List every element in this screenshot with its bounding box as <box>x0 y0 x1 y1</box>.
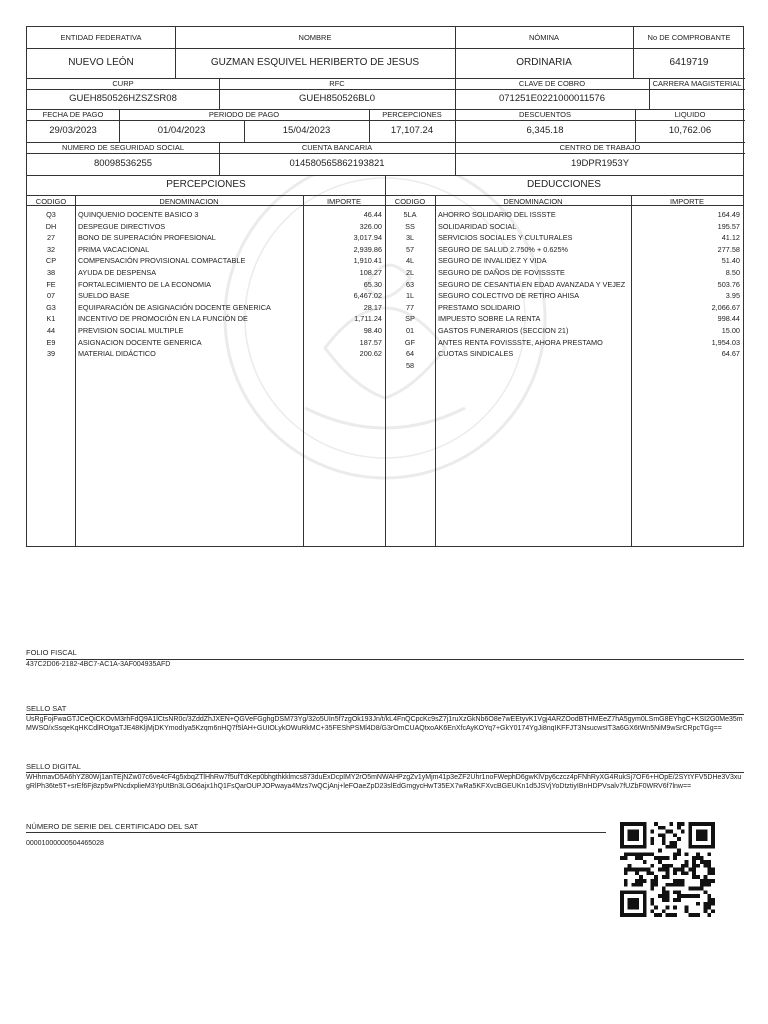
percepciones-value: 17,107.24 <box>369 120 456 142</box>
percepciones-row <box>27 337 385 349</box>
percepciones-row <box>27 302 385 314</box>
deducciones-amount: 51.40 <box>721 256 740 266</box>
percepciones-name: PRIMA VACACIONAL <box>78 244 150 254</box>
percepciones-name: AYUDA DE DESPENSA <box>78 267 157 277</box>
percepciones-code: 39 <box>46 349 56 359</box>
percepciones-code: Q3 <box>46 210 56 219</box>
deducciones-code: GF <box>404 337 416 347</box>
deducciones-amount: 164.49 <box>717 210 740 219</box>
percepciones-row <box>27 348 385 360</box>
payroll-header <box>26 26 744 176</box>
deducciones-name: SOLIDARIDAD SOCIAL <box>438 221 517 231</box>
rfc-value: GUEH850526BL0 <box>219 89 456 109</box>
deducciones-code: 4L <box>405 256 415 266</box>
percepciones-row <box>27 313 385 325</box>
nss-label: NUMERO DE SEGURIDAD SOCIAL <box>27 142 220 153</box>
percepciones-code: 44 <box>46 325 56 335</box>
percepciones-amount: 3,017.94 <box>353 233 382 243</box>
liquido-label: LIQUIDO <box>674 110 706 119</box>
nomina-label: NÓMINA <box>455 27 634 48</box>
deducciones-name: SEGURO DE SALUD 2.750% + 0.625% <box>438 244 568 254</box>
folio-value: 437C2D06-2182-4BC7-AC1A-3AF004935AFD <box>26 661 171 668</box>
deducciones-row <box>385 279 743 291</box>
fecha-pago-label: FECHA DE PAGO <box>27 109 120 120</box>
nombre-value: GUZMAN ESQUIVEL HERIBERTO DE JESUS <box>175 48 456 78</box>
perc-denominacion-header: DENOMINACION <box>159 197 219 206</box>
ded-denominacion-header: DENOMINACION <box>503 197 563 206</box>
deducciones-name: PRESTAMO SOLIDARIO <box>438 302 521 312</box>
comprobante-value: 6419719 <box>669 57 709 68</box>
percepciones-amount: 46.44 <box>363 210 382 219</box>
deducciones-row <box>385 255 743 267</box>
percepciones-name: EQUIPARACIÓN DE ASIGNACIÓN DOCENTE GENERICA <box>78 302 271 312</box>
comprobante-label: No DE COMPROBANTE <box>647 33 731 42</box>
deducciones-row <box>385 221 743 233</box>
carrera-value <box>649 89 745 109</box>
clave-cobro-label: CLAVE DE COBRO <box>455 78 650 89</box>
deducciones-row <box>385 325 743 337</box>
deducciones-row <box>385 360 743 372</box>
percepciones-amount: 326.00 <box>359 221 382 231</box>
deducciones-code: 2L <box>405 267 415 277</box>
nombre-label: NOMBRE <box>175 27 456 48</box>
deducciones-name: AHORRO SOLIDARIO DEL ISSSTE <box>438 210 556 219</box>
periodo-pago-label: PERIODO DE PAGO <box>119 109 370 120</box>
deducciones-code: 77 <box>405 302 415 312</box>
perc-codigo-header: CODIGO <box>35 197 67 206</box>
deducciones-name: SERVICIOS SOCIALES Y CULTURALES <box>438 233 573 243</box>
deducciones-amount: 15.00 <box>721 325 740 335</box>
percepciones-name: ASIGNACION DOCENTE GENERICA <box>78 337 202 347</box>
curp-label: CURP <box>27 78 220 89</box>
deducciones-amount: 64.67 <box>721 349 740 359</box>
deducciones-row <box>385 209 743 221</box>
percepciones-label: PERCEPCIONES <box>369 109 456 120</box>
percepciones-code: FE <box>46 279 56 289</box>
ded-importe-header: IMPORTE <box>669 197 705 206</box>
deducciones-code: SP <box>405 314 415 324</box>
qr-code-icon <box>620 822 715 917</box>
deducciones-code: 01 <box>405 325 415 335</box>
curp-value: GUEH850526HZSZSR08 <box>27 89 220 109</box>
deducciones-row <box>385 313 743 325</box>
fecha-pago-value: 29/03/2023 <box>27 120 120 142</box>
percepciones-row <box>27 255 385 267</box>
deducciones-name: ANTES RENTA FOVISSSTE, AHORA PRESTAMO <box>438 337 603 347</box>
percepciones-title: PERCEPCIONES <box>166 179 246 190</box>
percepciones-name: INCENTIVO DE PROMOCIÓN EN LA FUNCIÓN DE <box>78 314 248 324</box>
clave-cobro-value: 071251E0221000011576 <box>455 89 650 109</box>
percepciones-row <box>27 325 385 337</box>
detail-table <box>26 175 744 547</box>
percepciones-row <box>27 279 385 291</box>
deducciones-row <box>385 232 743 244</box>
deducciones-name: IMPUESTO SOBRE LA RENTA <box>438 314 541 324</box>
deducciones-row <box>385 290 743 302</box>
deducciones-name: SEGURO DE DAÑOS DE FOVISSSTE <box>438 267 565 277</box>
rfc-label: RFC <box>219 78 456 89</box>
percepciones-amount: 1,910.41 <box>353 256 382 266</box>
percepciones-code: G3 <box>46 302 56 312</box>
deducciones-code: 64 <box>405 349 415 359</box>
deducciones-name: SEGURO DE CESANTIA EN EDAD AVANZADA Y VEJEZ <box>438 279 626 289</box>
percepciones-amount: 28.17 <box>363 302 382 312</box>
descuentos-value: 6,345.18 <box>455 120 636 142</box>
percepciones-row <box>27 232 385 244</box>
deducciones-code: 63 <box>405 279 415 289</box>
deducciones-code: 57 <box>405 244 415 254</box>
percepciones-name: COMPENSACIÓN PROVISIONAL COMPACTABLE <box>78 256 246 266</box>
entidad-label: ENTIDAD FEDERATIVA <box>27 27 176 48</box>
folio-label: FOLIO FISCAL <box>26 648 77 657</box>
percepciones-amount: 108.27 <box>359 267 382 277</box>
percepciones-code: K1 <box>46 314 56 324</box>
deducciones-row <box>385 267 743 279</box>
serie-value: 00001000000504465028 <box>26 840 104 847</box>
percepciones-code: CP <box>45 256 57 266</box>
deducciones-row <box>385 302 743 314</box>
percepciones-amount: 200.62 <box>359 349 382 359</box>
percepciones-code: 27 <box>46 233 56 243</box>
deducciones-amount: 277.58 <box>717 244 740 254</box>
deducciones-row <box>385 244 743 256</box>
percepciones-name: DESPEGUE DIRECTIVOS <box>78 221 166 231</box>
deducciones-amount: 195.57 <box>717 221 740 231</box>
periodo-inicio-value: 01/04/2023 <box>119 120 245 142</box>
deducciones-list <box>385 209 743 371</box>
percepciones-amount: 1,711.24 <box>354 314 382 324</box>
ded-codigo-header: CODIGO <box>394 197 426 206</box>
serie-label: NÚMERO DE SERIE DEL CERTIFICADO DEL SAT <box>26 822 199 831</box>
nomina-value: ORDINARIA <box>455 48 634 78</box>
sello-digital-label: SELLO DIGITAL <box>26 762 81 771</box>
deducciones-amount: 41.12 <box>721 233 740 243</box>
percepciones-row <box>27 244 385 256</box>
percepciones-amount: 6,467.02 <box>353 291 382 301</box>
deducciones-code: 1L <box>405 291 415 301</box>
deducciones-name: SEGURO COLECTIVO DE RETIRO AHISA <box>438 291 580 301</box>
percepciones-amount: 2,939.86 <box>353 244 382 254</box>
sello-sat-value: UsRgFojFwaGTJCeQiCKOvM3rhFdQ9A1lCtsNR0c/3ZddZhJXEN+QGVeFGghgDSM73Yg/32o5UIn5f7zgOk193Jn/t/kL4FnQCpcKc9sZ7j1ruXzGkNb6O8e7wEEtyvK1Vgj4ARZOodBTHMEeZ7hA5gym0LSmG8EYhgC+KSI2G0Me35mMWSO/xSsqeKqHKCdlROtgaTJE48KljMjDKYmodIya5Kzqm6nHQ7f5lAH+GUIOLykOWuRkMC+35FEShPSMl4D8/G3rOmCUAQtxoAK6EnXfcAyKOYq7+GkY0174YgJi8nqIKFFJT3NsucwsIT3a6GX6tWn5NiM9wSrCRpcTGg== <box>26 716 743 732</box>
centro-label: CENTRO DE TRABAJO <box>559 143 641 152</box>
percepciones-amount: 98.40 <box>363 325 382 335</box>
percepciones-code: 38 <box>46 267 56 277</box>
deducciones-code: 5LA <box>403 210 417 219</box>
deducciones-name: SEGURO DE INVALIDEZ Y VIDA <box>438 256 547 266</box>
cuenta-value: 014580565862193821 <box>219 153 456 175</box>
percepciones-code: E9 <box>46 337 56 347</box>
percepciones-name: BONO DE SUPERACIÓN PROFESIONAL <box>78 233 216 243</box>
percepciones-row <box>27 209 385 221</box>
deducciones-row <box>385 348 743 360</box>
deducciones-amount: 998.44 <box>717 314 740 324</box>
sello-digital-value: WHhmavD5A6hYZ80Wj1anTEjNZw07c6ve4cF4g5xbqZTlHhRw7f5ufTdKep0bhgthkklmcs873duExDcpIMY2rO5mNWAHPzgZv1yMjm41p3eZF2Uhr1noFWephD6gwKlVpy6czcz4pFNhRyXG4RukSj7OF6+HOpE/2SYtYFV5DHe3V3xugRlPh36te5T+srEf6Fj8zp5wPNcdxplieM3YpUtBn3LGO6ajx1hQ1FsQarOUPJOPwaya4Mzs7wQCjAnj+leFOaeZpD23slEdGmgycHwT35EX7wRa5KFXvcBGEUKn1d5JSVjYoDtztiyIBnHDPVsalv7fUZbF0WRV6f7lnw== <box>26 774 742 790</box>
percepciones-code: DH <box>45 221 57 231</box>
percepciones-amount: 187.57 <box>359 337 382 347</box>
percepciones-row <box>27 290 385 302</box>
deducciones-amount: 503.76 <box>717 279 740 289</box>
percepciones-name: QUINQUENIO DOCENTE BASICO 3 <box>78 210 199 219</box>
carrera-label: CARRERA MAGISTERIAL <box>652 79 742 88</box>
percepciones-name: MATERIAL DIDÁCTICO <box>78 349 156 359</box>
percepciones-name: FORTALECIMIENTO DE LA ECONOMIA <box>78 279 211 289</box>
perc-importe-header: IMPORTE <box>326 197 362 206</box>
cuenta-label: CUENTA BANCARIA <box>219 142 456 153</box>
percepciones-name: SUELDO BASE <box>78 291 130 301</box>
deducciones-amount: 3.95 <box>725 291 740 301</box>
nss-value: 80098536255 <box>27 153 220 175</box>
deducciones-amount: 2,066.67 <box>711 302 740 312</box>
periodo-fin-value: 15/04/2023 <box>244 120 370 142</box>
percepciones-code: 07 <box>46 291 56 301</box>
deducciones-amount: 1,954.03 <box>711 337 740 347</box>
percepciones-name: PREVISION SOCIAL MULTIPLE <box>78 325 184 335</box>
deducciones-row <box>385 337 743 349</box>
liquido-value: 10,762.06 <box>668 125 712 136</box>
percepciones-list <box>27 209 385 360</box>
deducciones-code: 58 <box>405 360 415 370</box>
deducciones-code: 3L <box>405 233 415 243</box>
deducciones-name: CUOTAS SINDICALES <box>438 349 514 359</box>
deducciones-name: GASTOS FUNERARIOS (SECCION 21) <box>438 325 569 335</box>
deducciones-code: SS <box>405 221 415 231</box>
centro-value: 19DPR1953Y <box>570 158 630 169</box>
percepciones-code: 32 <box>46 244 56 254</box>
descuentos-label: DESCUENTOS <box>455 109 636 120</box>
percepciones-row <box>27 267 385 279</box>
deducciones-amount: 8.50 <box>725 267 740 277</box>
percepciones-amount: 65.30 <box>363 279 382 289</box>
sello-sat-label: SELLO SAT <box>26 704 67 713</box>
percepciones-row <box>27 221 385 233</box>
deducciones-title: DEDUCCIONES <box>527 179 601 190</box>
entidad-value: NUEVO LEÓN <box>27 48 176 78</box>
